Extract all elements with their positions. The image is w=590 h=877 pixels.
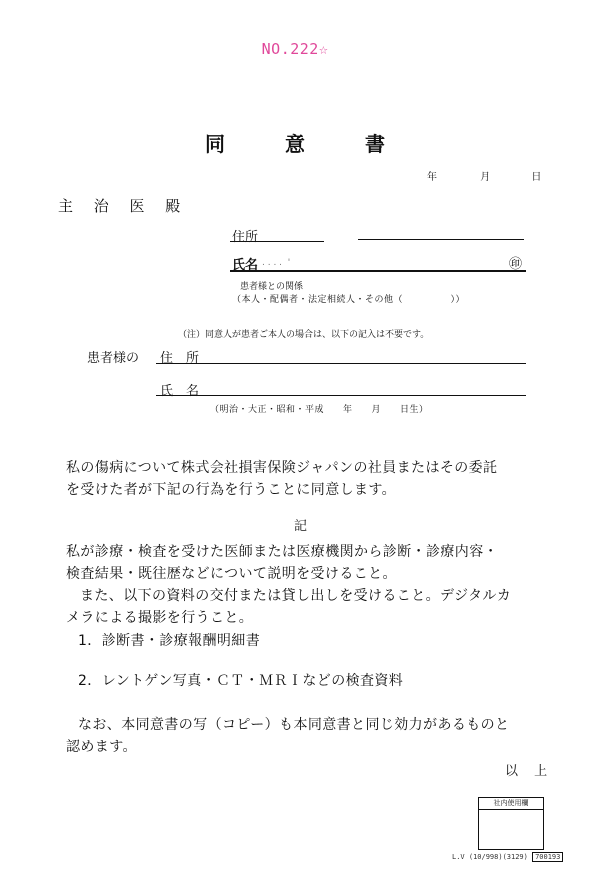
office-use-box [478,797,544,850]
patient-name-label: 氏 名 [160,384,200,399]
consenter-name-line [230,270,526,272]
paragraph-3-line-1: なお、本同意書の写（コピー）も本同意書と同じ効力があるものと [78,717,510,733]
form-code-box: 700193 [532,852,563,862]
consenter-address-label: 住所 [232,230,259,245]
patient-birth-line: （明治・大正・昭和・平成 年 月 日生） [210,405,429,415]
consenter-address-line [230,241,324,242]
relation-label: 患者様との関係 [240,282,304,292]
paragraph-3-line-2: 認めます。 [66,739,137,755]
paragraph-3 [66,714,510,758]
paragraph-1 [66,457,497,501]
patient-section-label: 患者様の [87,351,140,366]
consenter-name-label: 氏名 [232,258,259,273]
ki-heading: 記 [294,519,308,534]
seal-mark: ㊞ [509,257,523,272]
paragraph-1-line-2: を受けた者が下記の行為を行うことに同意します。 [66,482,397,498]
stamp-number: NO.222☆ [261,40,329,58]
paragraph-2-line-1: 私が診療・検査を受けた医師または医療機関から診断・診療内容・ [66,544,498,560]
paragraph-2-line-2: 検査結果・既往歴などについて説明を受けること。 [66,566,397,582]
paragraph-2-line-3: また、以下の資料の交付または貸し出しを受けること。デジタルカ [80,588,512,604]
office-use-label: 社内使用欄 [479,798,543,810]
date-year-label: 年 [427,172,437,183]
form-code [452,853,563,861]
paragraph-2-line-4: メラによる撮影を行うこと。 [66,610,254,626]
addressee: 主 治 医 殿 [58,197,189,215]
date-day-label: 日 [531,172,542,183]
date-fields [427,168,541,183]
date-month-label: 月 [480,172,491,183]
closing-text: 以 上 [505,764,554,779]
list-item-2: 2．レントゲン写真・ＣＴ・ＭＲＩなどの検査資料 [78,673,404,689]
form-code-text: L.V (10/998)(3129) [452,853,528,861]
consenter-name-value: . . . . ' [262,258,291,268]
patient-name-line [156,395,526,396]
relation-options: （本人・配偶者・法定相続人・その他（ ）） [232,295,466,305]
paragraph-2 [66,541,511,629]
consenter-address-line-2 [358,239,524,240]
note-text: （注）同意人が患者ご本人の場合は、以下の記入は不要です。 [178,330,430,340]
document-title: 同意書 [205,132,445,156]
paragraph-1-line-1: 私の傷病について株式会社損害保険ジャパンの社員またはその委託 [66,460,498,476]
patient-address-label: 住 所 [160,351,200,366]
patient-address-line [156,363,526,364]
list-item-1: 1．診断書・診療報酬明細書 [78,633,261,649]
